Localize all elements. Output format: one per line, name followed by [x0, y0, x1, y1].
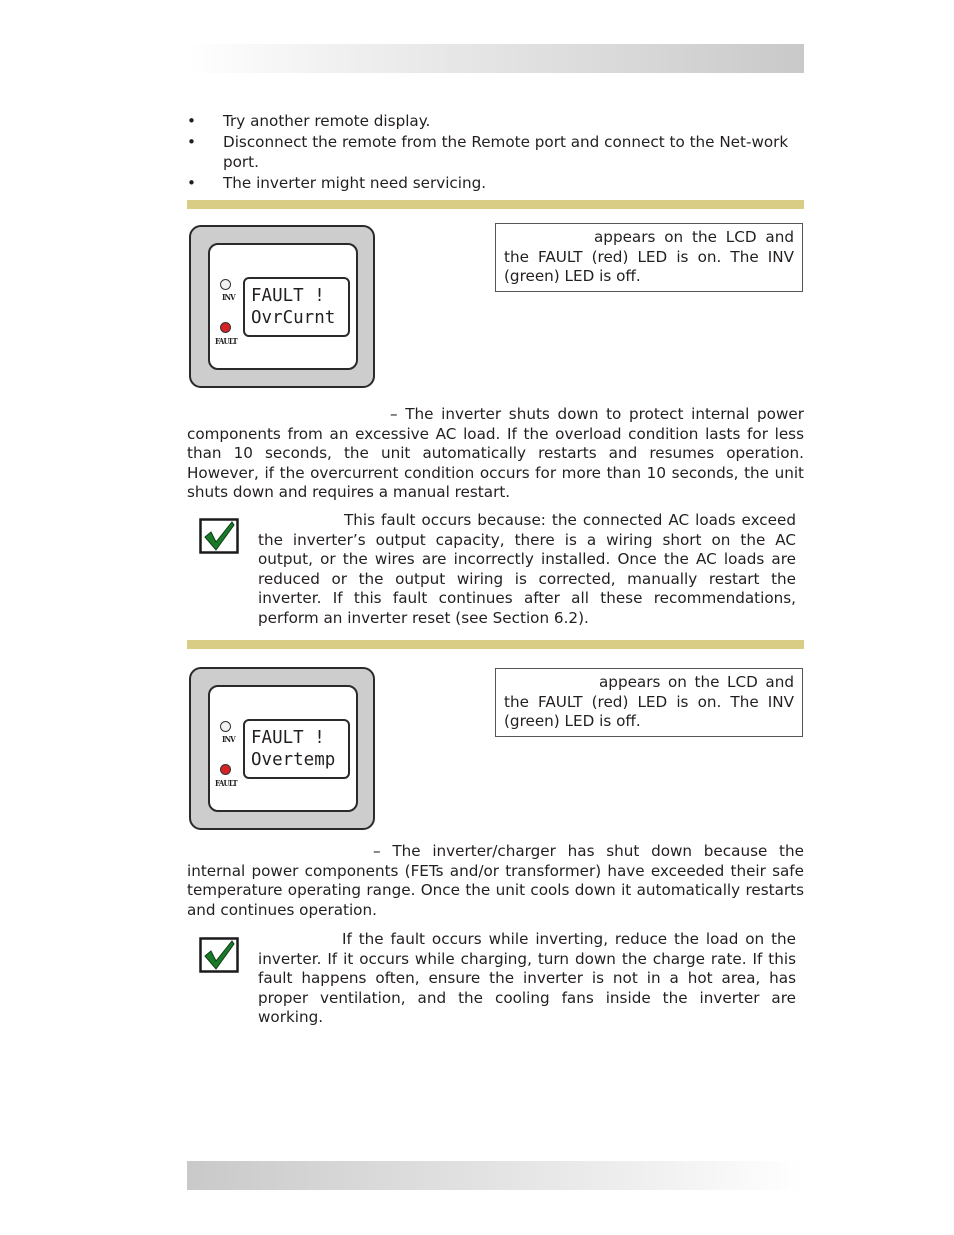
fault-note: If the fault occurs while inverting, reduce the load on the inverter. If it occurs while charging, turn down the charge rate. If this fault happens often, ensure the inverter is not in a hot area, has proper ventilation, and the cooling fans inside the inverter are working.: [258, 930, 796, 1026]
fault-led-icon: [220, 322, 231, 333]
fault-led-label: FAULT: [215, 336, 237, 346]
inv-led-icon: [220, 279, 231, 290]
remote-display-illustration: [189, 225, 375, 388]
section-rule: [187, 640, 804, 649]
lcd-screen: [243, 277, 350, 337]
list-item: • The inverter might need servicing.: [187, 174, 487, 192]
lcd-line-1: FAULT !: [251, 728, 325, 748]
display-bezel: [208, 243, 358, 370]
lcd-line-2: OvrCurnt: [251, 308, 336, 328]
fault-callout-box: appears on the LCD and the FAULT (red) LED is on. The INV (green) LED is off.: [495, 223, 803, 292]
inv-led-label: INV: [222, 292, 235, 302]
display-bezel: [208, 685, 358, 812]
page-footer-bar: [187, 1161, 804, 1190]
fault-description: – The inverter shuts down to protect internal power components from an excessive AC load. If the overload condition lasts for less than 10 seconds, the unit automatically restarts and resumes operation. However, if the overcurrent condition occurs for more than 10 seconds, the unit shuts down and requires a manual restart.: [187, 405, 804, 501]
inv-led-label: INV: [222, 734, 235, 744]
remote-display-illustration: [189, 667, 375, 830]
checkmark-icon: [199, 937, 239, 973]
checkmark-icon: [199, 518, 239, 554]
lcd-line-2: Overtemp: [251, 750, 336, 770]
fault-note: This fault occurs because: the connected AC loads exceed the inverter’s output capacity, there is a wiring short on the AC output, or the wires are incorrectly installed. Once the AC loads are reduced or the output wiring is corrected, manually restart the inverter. If this fault continues after all these recommendations, perform an inverter reset (see Section 6.2).: [258, 511, 796, 627]
fault-led-label: FAULT: [215, 778, 237, 788]
fault-callout-box: appears on the LCD and the FAULT (red) LED is on. The INV (green) LED is off.: [495, 668, 803, 737]
lcd-screen: [243, 719, 350, 779]
list-item: • Disconnect the remote from the Remote port and connect to the Net-work port.: [187, 133, 789, 171]
page-header-bar: [187, 44, 804, 73]
troubleshooting-list: [187, 111, 804, 194]
inv-led-icon: [220, 721, 231, 732]
lcd-line-1: FAULT !: [251, 286, 325, 306]
section-rule: [187, 200, 804, 209]
fault-led-icon: [220, 764, 231, 775]
fault-description: – The inverter/charger has shut down because the internal power components (FETs and/or transformer) have exceeded their safe temperature operating range. Once the unit cools down it automatically restarts and continues operation.: [187, 842, 804, 919]
list-item: • Try another remote display.: [187, 112, 431, 130]
